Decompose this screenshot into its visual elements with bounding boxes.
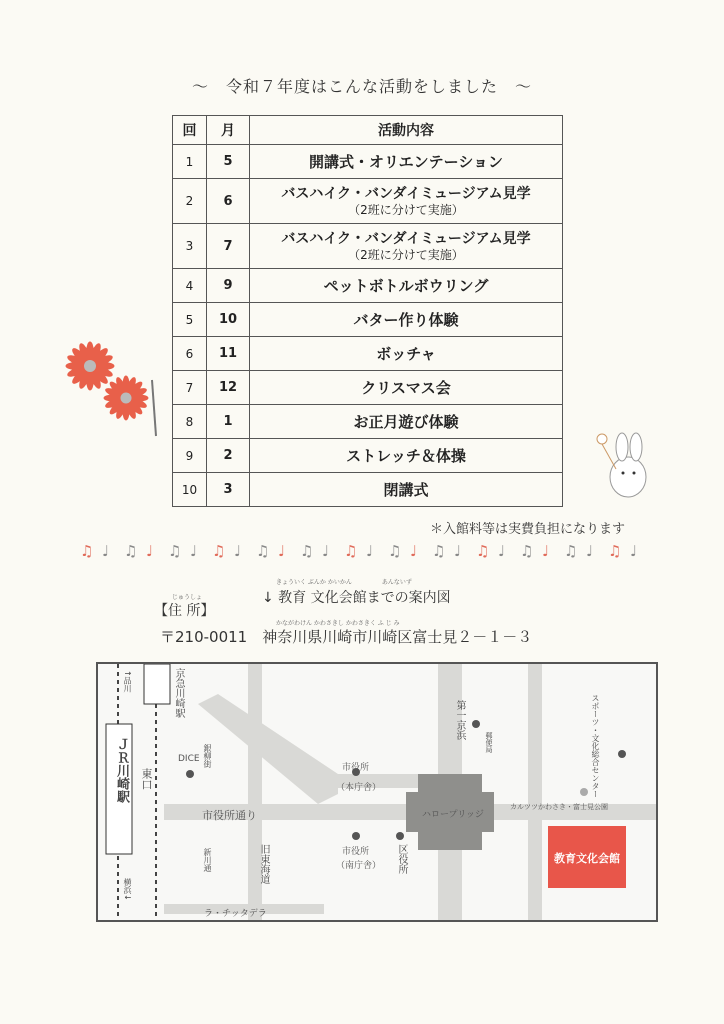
activity-note: （2班に分けて実施）: [348, 247, 464, 262]
activity-text: クリスマス会: [361, 379, 451, 397]
row-month: 7: [207, 224, 250, 269]
map-harmony: ハロープリッジ: [422, 810, 484, 820]
map-city-hall-south-sub: （南庁舎）: [336, 861, 382, 871]
table-row: [173, 303, 563, 337]
map-daiichi-keihin: 第一京浜: [454, 700, 465, 740]
row-no: 8: [173, 405, 207, 439]
map-city-hall-main: 市役所: [342, 763, 370, 773]
row-month: 5: [207, 145, 250, 179]
row-month: 12: [207, 371, 250, 405]
address-label: [154, 594, 215, 620]
map-jr-station: ＪＲ川崎駅: [114, 738, 129, 803]
row-no: 7: [173, 371, 207, 405]
row-month: 3: [207, 473, 250, 507]
music-note-icon: ♫: [212, 542, 226, 560]
map-la-citta: ラ・チッタデラ: [204, 909, 267, 919]
row-no: 2: [173, 179, 207, 224]
music-note-icon: ♫: [608, 542, 622, 560]
music-note-icon: ♩: [322, 542, 330, 560]
row-month: 10: [207, 303, 250, 337]
fee-note: ＊入館料等は実費負担になります: [430, 522, 626, 537]
music-note-icon: ♫: [432, 542, 446, 560]
row-month: 9: [207, 269, 250, 303]
flower-illustration: [60, 340, 160, 440]
music-notes-divider: [76, 540, 656, 560]
map-ginryugai: 銀柳街: [203, 744, 212, 768]
table-row: [173, 269, 563, 303]
activity-table: [172, 115, 563, 507]
music-note-icon: ♩: [410, 542, 418, 560]
activity-text: バター作り体験: [353, 311, 459, 329]
header-activity: 活動内容: [250, 116, 563, 145]
activity-text: バスハイク・バンダイミュージアム見学: [281, 185, 531, 202]
activity-text: 閉講式: [383, 481, 429, 499]
table-row: [173, 179, 563, 224]
row-month: 11: [207, 337, 250, 371]
row-no: 5: [173, 303, 207, 337]
music-note-icon: ♫: [80, 542, 94, 560]
map-caption-text: ↓ 教育 文化会館までの案内図: [262, 590, 451, 606]
map-sports-center: スポーツ・文化総合センター: [591, 694, 600, 798]
activity-note: （2班に分けて実施）: [348, 202, 464, 217]
activity-text: ボッチャ: [376, 345, 436, 363]
row-no: 4: [173, 269, 207, 303]
music-note-icon: ♩: [454, 542, 462, 560]
header-no: 回: [173, 116, 207, 145]
table-header-row: [173, 116, 563, 145]
music-note-icon: ♩: [190, 542, 198, 560]
row-month: 6: [207, 179, 250, 224]
rabbit-illustration: [588, 425, 668, 505]
table-row: [173, 405, 563, 439]
map-yokohama: 横浜↓: [123, 878, 132, 901]
music-note-icon: ♫: [520, 542, 534, 560]
music-note-icon: ♩: [586, 542, 594, 560]
map-destination: 教育文化会館: [554, 852, 620, 865]
table-row: [173, 337, 563, 371]
music-note-icon: ♩: [278, 542, 286, 560]
table-row: [173, 145, 563, 179]
music-note-icon: ♩: [146, 542, 154, 560]
map-east-exit: 東口: [140, 768, 153, 790]
map-shinkawa: 新川通: [203, 848, 212, 872]
row-no: 3: [173, 224, 207, 269]
music-note-icon: ♩: [498, 542, 506, 560]
map-shiyakusho-dori: 市役所通り: [202, 809, 257, 822]
activity-text: お正月遊び体験: [353, 413, 459, 431]
music-note-icon: ♫: [564, 542, 578, 560]
map-city-hall-main-sub: （本庁舎）: [336, 783, 382, 793]
activity-text: ペットボトルボウリング: [323, 277, 489, 295]
row-month: 2: [207, 439, 250, 473]
row-activity: [250, 405, 563, 439]
row-month: 1: [207, 405, 250, 439]
activity-text: ストレッチ＆体操: [346, 447, 466, 465]
map-dice: DICE: [178, 754, 200, 764]
map-keikyu-station: 京急川崎駅: [173, 668, 184, 718]
row-activity: [250, 473, 563, 507]
map-old-tokaido: 旧東海道: [258, 844, 269, 884]
music-note-icon: ♫: [256, 542, 270, 560]
row-activity: [250, 303, 563, 337]
address-text: 〒210-0011 神奈川県川崎市川崎区富士見２－１－３: [160, 628, 533, 646]
table-row: [173, 371, 563, 405]
music-note-icon: ♫: [476, 542, 490, 560]
music-note-icon: ♫: [168, 542, 182, 560]
map-post-office: 郵便局: [485, 732, 493, 753]
address-ruby: かながわけん かわさきし かわさきく ふ じ み: [276, 620, 400, 627]
map-caption: [262, 579, 451, 607]
map-karutsu: カルツツかわさき・富士見公園: [510, 803, 608, 811]
activity-text: バスハイク・バンダイミュージアム見学: [281, 230, 531, 247]
row-activity: [250, 145, 563, 179]
activity-text: 開講式・オリエンテーション: [308, 153, 504, 171]
address-label-ruby: じゅうしょ: [172, 594, 203, 601]
header-month: 月: [207, 116, 250, 145]
table-row: [173, 224, 563, 269]
table-row: [173, 473, 563, 507]
row-activity: [250, 179, 563, 224]
table-row: [173, 439, 563, 473]
address-label-text: 【住 所】: [154, 603, 215, 619]
row-activity: [250, 439, 563, 473]
map-shinagawa: ↑品川: [123, 670, 132, 693]
music-note-icon: ♫: [124, 542, 138, 560]
row-activity: [250, 371, 563, 405]
row-no: 1: [173, 145, 207, 179]
row-activity: [250, 224, 563, 269]
row-no: 6: [173, 337, 207, 371]
music-note-icon: ♫: [344, 542, 358, 560]
music-note-icon: ♩: [366, 542, 374, 560]
row-no: 10: [173, 473, 207, 507]
address-line: [160, 620, 533, 647]
map-city-hall-south: 市役所: [342, 847, 370, 857]
row-activity: [250, 269, 563, 303]
music-note-icon: ♩: [630, 542, 638, 560]
map-ward-office: 区役所: [396, 844, 407, 874]
music-note-icon: ♩: [234, 542, 242, 560]
music-note-icon: ♫: [300, 542, 314, 560]
music-note-icon: ♫: [388, 542, 402, 560]
map-caption-ruby: きょういく ぶんか かいかん あんないず: [276, 579, 412, 586]
row-no: 9: [173, 439, 207, 473]
row-activity: [250, 337, 563, 371]
access-map: [96, 662, 658, 922]
music-note-icon: ♩: [102, 542, 110, 560]
page-title: ～ 令和７年度はこんな活動をしました ～: [191, 77, 532, 96]
music-note-icon: ♩: [542, 542, 550, 560]
